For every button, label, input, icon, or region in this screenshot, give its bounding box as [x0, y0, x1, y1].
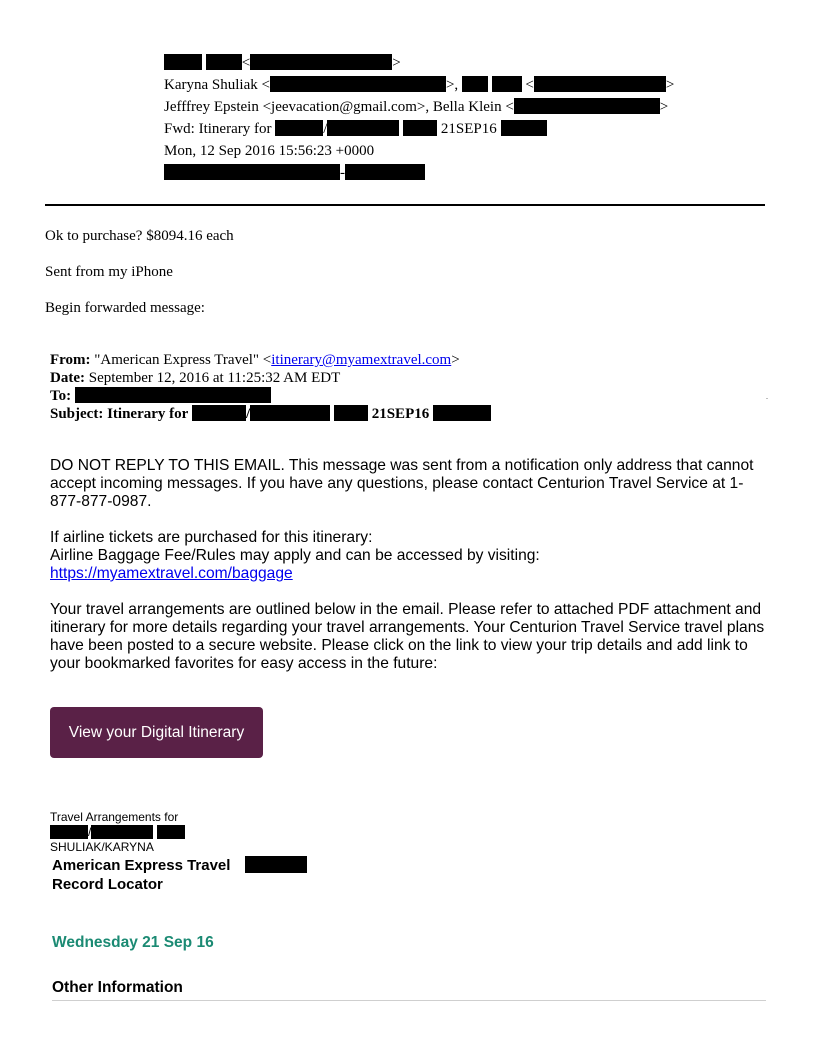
to-value: Karyna Shuliak < — [164, 77, 270, 93]
redacted-block — [164, 54, 202, 70]
redacted-block — [501, 120, 547, 136]
message-line-purchase: Ok to purchase? $8094.16 each — [45, 228, 234, 244]
record-locator-label: Record Locator — [52, 876, 163, 893]
fwd-date-value: September 12, 2016 at 11:25:32 AM EDT — [88, 370, 341, 386]
baggage-line-2: Airline Baggage Fee/Rules may apply and can be accessed by visiting: — [50, 547, 540, 564]
redacted-block — [334, 405, 368, 421]
travel-arrangements-for: Travel Arrangements for / SHULIAK/KARYNA — [50, 810, 185, 855]
fwd-from-label: From: — [50, 352, 91, 368]
baggage-line-1: If airline tickets are purchased for this itinerary: — [50, 529, 373, 546]
redacted-block — [275, 120, 323, 136]
redacted-block — [250, 405, 330, 421]
baggage-paragraph — [50, 529, 770, 583]
fwd-to-row — [50, 387, 491, 405]
travel-for-label: Travel Arrangements for — [50, 810, 179, 824]
redacted-block — [514, 98, 660, 114]
header-divider — [45, 204, 765, 206]
redacted-block — [206, 54, 242, 70]
travel-arrangements-paragraph: Your travel arrangements are outlined below in the email. Please refer to attached PDF attachment and itinerary for more details regarding your travel arrangements. Your Centurion Travel Service travel plans have been posted to a secure website. Please click on the link to view your trip details and add link to your bookmarked favorites for easy access in the future: — [50, 601, 765, 672]
redacted-block — [91, 825, 153, 839]
redacted-block — [403, 120, 437, 136]
view-digital-itinerary-button[interactable]: View your Digital Itinerary — [50, 707, 263, 758]
fwd-subject-date: 21SEP16 — [371, 406, 430, 422]
redacted-block — [462, 76, 488, 92]
baggage-link[interactable]: https://myamextravel.com/baggage — [50, 565, 293, 582]
other-information-heading: Other Information — [52, 979, 183, 996]
redacted-block — [534, 76, 666, 92]
section-divider — [52, 1000, 766, 1001]
cc-value: Jefffrey Epstein <jeevacation@gmail.com>, Bella Klein < — [164, 99, 514, 115]
subject-value: Fwd: Itinerary for — [164, 121, 272, 137]
forwarded-header — [50, 351, 491, 423]
fwd-from-row: From: "American Express Travel" <itinerary@myamextravel.com> — [50, 352, 460, 368]
fwd-subject-value: Itinerary for — [107, 406, 189, 422]
redacted-attachment[interactable] — [345, 164, 425, 180]
date-value: Mon, 12 Sep 2016 15:56:23 +0000 — [164, 143, 375, 159]
day-heading: Wednesday 21 Sep 16 — [52, 934, 214, 951]
redacted-attachment[interactable] — [164, 164, 340, 180]
do-not-reply-paragraph: DO NOT REPLY TO THIS EMAIL. This message was sent from a notification only address that cannot accept incoming messages. If you have any questions, please contact Centurion Travel Service at 1-877-877-0987. — [50, 457, 754, 510]
message-line-forwarded: Begin forwarded message: — [45, 300, 205, 316]
redacted-block — [270, 76, 446, 92]
redacted-block — [192, 405, 246, 421]
fwd-subject-row: Subject: Itinerary for / 21SEP16 — [50, 405, 491, 423]
stray-dot: . — [766, 392, 768, 401]
record-locator-block — [52, 856, 307, 894]
redacted-block — [75, 387, 271, 403]
redacted-block — [250, 54, 392, 70]
fwd-date-row — [50, 369, 491, 387]
redacted-block — [157, 825, 185, 839]
redacted-block — [50, 825, 88, 839]
redacted-block — [433, 405, 491, 421]
traveler-name: SHULIAK/KARYNA — [50, 840, 154, 854]
redacted-block — [327, 120, 399, 136]
fwd-subject-label: Subject: — [50, 406, 104, 422]
redacted-block — [492, 76, 522, 92]
message-line-signature: Sent from my iPhone — [45, 264, 173, 280]
fwd-date-label: Date: — [50, 370, 85, 386]
fwd-from-email-link[interactable]: itinerary@myamextravel.com — [271, 352, 452, 368]
agency-name: American Express Travel — [52, 857, 231, 874]
fwd-from-name: "American Express Travel" < — [94, 352, 272, 368]
fwd-to-label: To: — [50, 388, 72, 404]
subject-date: 21SEP16 — [440, 121, 497, 137]
redacted-record-locator — [245, 856, 307, 873]
